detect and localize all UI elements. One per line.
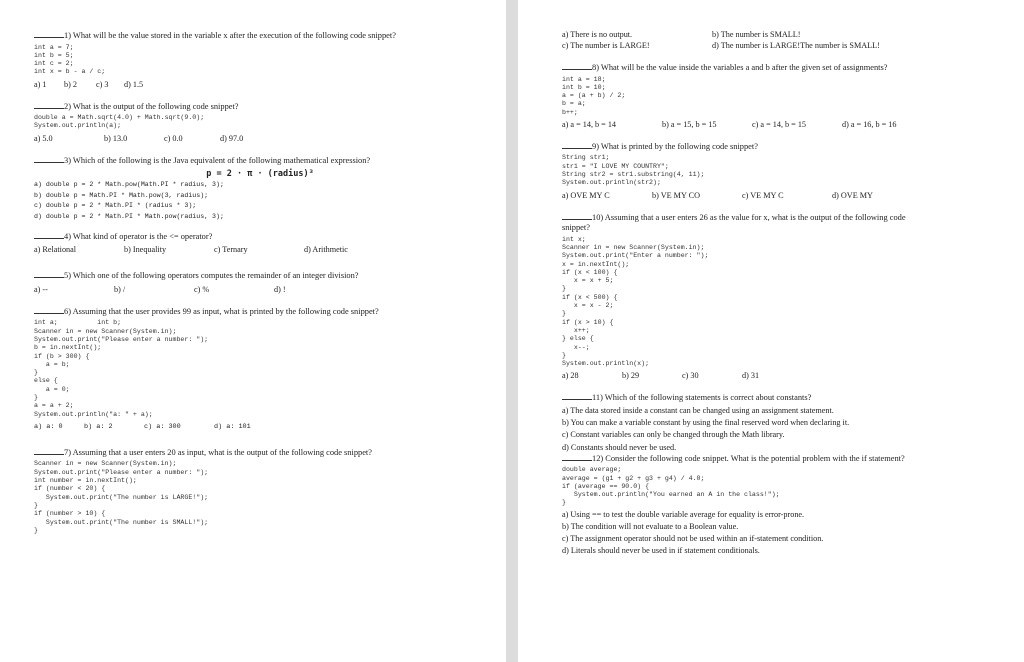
question-text: 9) What is printed by the following code snippet? bbox=[592, 141, 758, 151]
option-c[interactable]: c) The number is LARGE! bbox=[562, 41, 650, 50]
options-row bbox=[562, 371, 1004, 382]
question-text: 2) What is the output of the following code snippet? bbox=[64, 101, 239, 111]
answer-blank[interactable] bbox=[562, 453, 592, 461]
code-snippet: double average; average = (g1 + g2 + g3 + g4) / 4.0; if (average == 90.0) { System.out.println("You earned an A in the class!"); } bbox=[562, 466, 780, 507]
code-snippet: double a = Math.sqrt(4.0) + Math.sqrt(9.0); System.out.println(a); bbox=[34, 114, 205, 130]
option-c[interactable]: c) a = 14, b = 15 bbox=[752, 119, 807, 129]
code-snippet: int a = 18; int b = 10; a = (a + b) / 2; b = a; b++; bbox=[562, 75, 626, 116]
option-d[interactable]: d) a = 16, b = 16 bbox=[842, 119, 897, 129]
option-c[interactable]: c) The assignment operator should not be used within an if-statement condition. bbox=[562, 534, 824, 544]
answer-blank[interactable] bbox=[562, 141, 592, 149]
option-c[interactable]: c) Ternary bbox=[214, 245, 248, 255]
option-b[interactable]: b) You can make a variable constant by using the final reserved word when declaring it. bbox=[562, 418, 850, 428]
option-b[interactable]: b) Inequality bbox=[124, 245, 167, 255]
question-text: 1) What will be the value stored in the variable x after the execution of the following code snippet? bbox=[64, 31, 396, 40]
question-text: 12) Consider the following code snippet. What is the potential problem with the if statement? bbox=[592, 453, 905, 463]
answer-blank[interactable] bbox=[34, 447, 64, 455]
option-c[interactable]: c) VE MY C bbox=[742, 190, 784, 200]
option-a[interactable]: a) double p = 2 * Math.pow(Math.PI * radius, 3); bbox=[34, 181, 224, 189]
option-d[interactable]: d) ! bbox=[274, 284, 286, 294]
option-d[interactable]: d) 1.5 bbox=[124, 79, 144, 89]
code-snippet: int a; int b; Scanner in = new Scanner(System.in); System.out.print("Please enter a number: "); b = in.nextInt(); if (b > 300) { a = b; } else { a = 0; } a = a + 2; System.out.println("a: " + a); bbox=[34, 319, 209, 418]
question-6 bbox=[34, 306, 486, 433]
options-row bbox=[34, 245, 486, 256]
options-row bbox=[34, 422, 486, 433]
code-snippet: int x; Scanner in = new Scanner(System.in); System.out.print("Enter a number: "); x = in.nextInt(); if (x < 100) { x = x + 5; } if (x < 500) { x = x - 2; } if (x > 10) { x++; } else { x--; } System.out.println(x); bbox=[562, 235, 709, 368]
option-d[interactable]: d) 31 bbox=[742, 371, 760, 381]
code-snippet: int a = 7; int b = 5; int c = 2; int x = b - a / c; bbox=[34, 43, 106, 76]
option-b[interactable]: b) 29 bbox=[622, 371, 640, 381]
answer-blank[interactable] bbox=[34, 270, 64, 278]
question-10 bbox=[562, 212, 1004, 383]
option-b[interactable]: b) 2 bbox=[64, 79, 77, 89]
question-text: 6) Assuming that the user provides 99 as input, what is printed by the following code snippet? bbox=[64, 306, 379, 316]
options-row bbox=[562, 41, 1004, 52]
code-snippet: Scanner in = new Scanner(System.in); System.out.print("Please enter a number: "); int number = in.nextInt(); if (number < 20) { System.out.print("The number is LARGE!"); } if (number > 10) { System.out.print("The number is SMALL!"); } bbox=[34, 460, 209, 534]
question-3 bbox=[34, 155, 486, 221]
option-a[interactable]: a) OVE MY C bbox=[562, 190, 610, 200]
options-row bbox=[562, 30, 1004, 41]
document-page-left bbox=[0, 0, 506, 662]
option-a[interactable]: a) There is no output. bbox=[562, 30, 633, 39]
answer-blank[interactable] bbox=[34, 231, 64, 239]
option-d[interactable]: d) Literals should never be used in if statement conditionals. bbox=[562, 546, 760, 556]
option-b[interactable]: b) The number is SMALL! bbox=[712, 30, 801, 39]
option-b[interactable]: b) double p = Math.PI * Math.pow(3, radius); bbox=[34, 191, 209, 199]
option-a[interactable]: a) 5.0 bbox=[34, 133, 53, 143]
option-a[interactable]: a) Relational bbox=[34, 245, 77, 255]
document-page-right bbox=[518, 0, 1024, 662]
question-7-options bbox=[562, 30, 1004, 52]
options-row bbox=[34, 134, 486, 145]
option-d[interactable]: d) Constants should never be used. bbox=[562, 442, 677, 452]
option-a[interactable]: a) 1 bbox=[34, 79, 47, 89]
question-text: 10) Assuming that a user enters 26 as the value for x, what is the output of the following code bbox=[592, 212, 906, 222]
option-b[interactable]: b) VE MY CO bbox=[652, 190, 700, 200]
option-d[interactable]: d) 97.0 bbox=[220, 133, 244, 143]
math-formula: p = 2 · π · (radius)³ bbox=[206, 169, 314, 180]
option-a[interactable]: a) 28 bbox=[562, 371, 579, 381]
question-11 bbox=[562, 392, 1004, 452]
question-text: 11) Which of the following statements is correct about constants? bbox=[592, 393, 812, 403]
answer-blank[interactable] bbox=[562, 212, 592, 220]
option-a[interactable]: a) a = 14, b = 14 bbox=[562, 119, 617, 129]
option-d[interactable]: d) Arithmetic bbox=[304, 245, 348, 255]
option-a[interactable]: a) a: 0 bbox=[34, 422, 63, 431]
option-b[interactable]: b) 13.0 bbox=[104, 133, 128, 143]
option-c[interactable]: c) 30 bbox=[682, 371, 699, 381]
option-b[interactable]: b) / bbox=[114, 284, 126, 294]
question-text: 5) Which one of the following operators computes the remainder of an integer division? bbox=[64, 271, 359, 281]
answer-blank[interactable] bbox=[562, 62, 592, 70]
question-5 bbox=[34, 270, 486, 296]
option-a[interactable]: a) -- bbox=[34, 284, 48, 294]
option-d[interactable]: d) double p = 2 * Math.PI * Math.pow(radius, 3); bbox=[34, 212, 224, 220]
option-d[interactable]: d) a: 101 bbox=[214, 422, 251, 431]
option-a[interactable]: a) The data stored inside a constant can be changed using an assignment statement. bbox=[562, 405, 834, 415]
question-text: 8) What will be the value inside the variables a and b after the given set of assignments? bbox=[592, 63, 888, 72]
option-d[interactable]: d) The number is LARGE!The number is SMALL! bbox=[712, 41, 880, 50]
question-7 bbox=[34, 447, 486, 535]
option-c[interactable]: c) % bbox=[194, 284, 210, 294]
option-c[interactable]: c) a: 300 bbox=[144, 422, 181, 431]
options-row bbox=[34, 80, 486, 91]
option-c[interactable]: c) double p = 2 * Math.PI * (radius * 3); bbox=[34, 202, 197, 210]
code-snippet: String str1; str1 = "I LOVE MY COUNTRY"; String str2 = str1.substring(4, 11); System.out.println(str2); bbox=[562, 154, 705, 187]
answer-blank[interactable] bbox=[34, 30, 64, 38]
options-row bbox=[562, 191, 1004, 202]
question-9 bbox=[562, 141, 1004, 202]
option-a[interactable]: a) Using == to test the double variable average for equality is error-prone. bbox=[562, 509, 805, 519]
options-row bbox=[562, 120, 1004, 131]
question-1 bbox=[34, 30, 486, 91]
option-c[interactable]: c) 3 bbox=[96, 79, 109, 89]
answer-blank[interactable] bbox=[562, 392, 592, 400]
answer-blank[interactable] bbox=[34, 155, 64, 163]
question-text: 7) Assuming that a user enters 20 as input, what is the output of the following code snippet? bbox=[64, 447, 372, 457]
answer-blank[interactable] bbox=[34, 306, 64, 314]
question-2 bbox=[34, 101, 486, 145]
answer-blank[interactable] bbox=[34, 101, 64, 109]
option-b[interactable]: b) a = 15, b = 15 bbox=[662, 119, 717, 129]
question-text-continued: snippet? bbox=[562, 223, 590, 233]
question-text: 4) What kind of operator is the <= operator? bbox=[64, 231, 213, 241]
option-d[interactable]: d) OVE MY bbox=[832, 190, 873, 200]
option-b[interactable]: b) The condition will not evaluate to a Boolean value. bbox=[562, 521, 739, 531]
option-b[interactable]: b) a: 2 bbox=[84, 422, 113, 431]
question-12 bbox=[562, 453, 1004, 557]
question-8 bbox=[562, 62, 1004, 131]
options-row bbox=[34, 285, 486, 296]
question-4 bbox=[34, 231, 486, 257]
question-text: 3) Which of the following is the Java equivalent of the following mathematical expression? bbox=[64, 155, 371, 165]
option-c[interactable]: c) Constant variables can only be changed through the Math library. bbox=[562, 430, 785, 440]
option-c[interactable]: c) 0.0 bbox=[164, 133, 183, 143]
